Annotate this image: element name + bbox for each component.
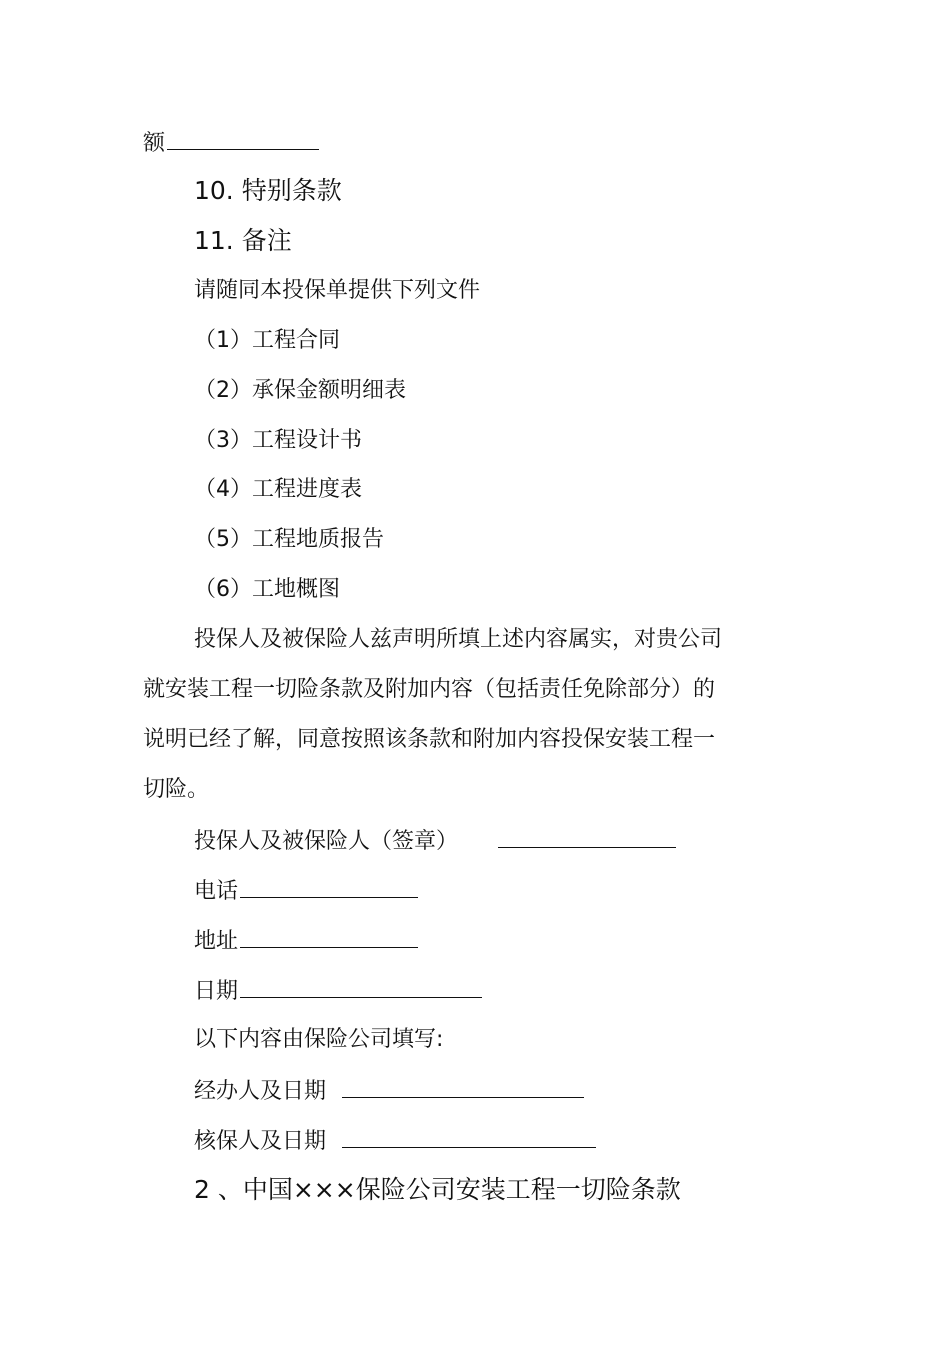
handler-blank[interactable] [342,1075,584,1098]
underwriter-blank[interactable] [342,1125,596,1148]
file-item: （2）承保金额明细表 [194,378,406,403]
amount-label: 额 [143,131,166,156]
phone-label: 电话 [194,879,239,904]
declaration-line: 说明已经了解，同意按照该条款和附加内容投保安装工程一 [143,727,716,752]
underwriter-label: 核保人及日期 [194,1129,327,1154]
item-special-clauses: 10. 特别条款 [194,176,342,205]
phone-blank[interactable] [240,875,418,898]
sign-line [194,825,676,855]
file-item: （4）工程进度表 [194,477,362,502]
date-line [194,975,482,1005]
item-remarks: 11. 备注 [194,226,292,255]
address-label: 地址 [194,929,239,954]
date-label: 日期 [194,979,239,1004]
date-blank[interactable] [240,975,482,998]
declaration-line: 投保人及被保险人兹声明所填上述内容属实，对贵公司 [194,627,723,652]
handler-line [194,1075,584,1105]
amount-blank [167,127,319,150]
address-blank[interactable] [240,925,418,948]
file-item: （5）工程地质报告 [194,527,384,552]
section-heading: 2 、中国×××保险公司安装工程一切险条款 [194,1175,681,1204]
sign-label: 投保人及被保险人（签章） [194,829,459,854]
address-line [194,925,418,955]
amount-line [143,127,319,157]
insurer-note: 以下内容由保险公司填写: [194,1027,444,1052]
declaration-line: 就安装工程一切险条款及附加内容（包括责任免除部分）的 [143,677,716,702]
file-item: （1）工程合同 [194,328,340,353]
underwriter-line [194,1125,596,1155]
declaration-line: 切险。 [143,777,210,802]
files-intro: 请随同本投保单提供下列文件 [194,278,481,303]
phone-line [194,875,418,905]
file-item: （6）工地概图 [194,577,340,602]
handler-label: 经办人及日期 [194,1079,327,1104]
sign-blank[interactable] [498,825,676,848]
file-item: （3）工程设计书 [194,428,362,453]
